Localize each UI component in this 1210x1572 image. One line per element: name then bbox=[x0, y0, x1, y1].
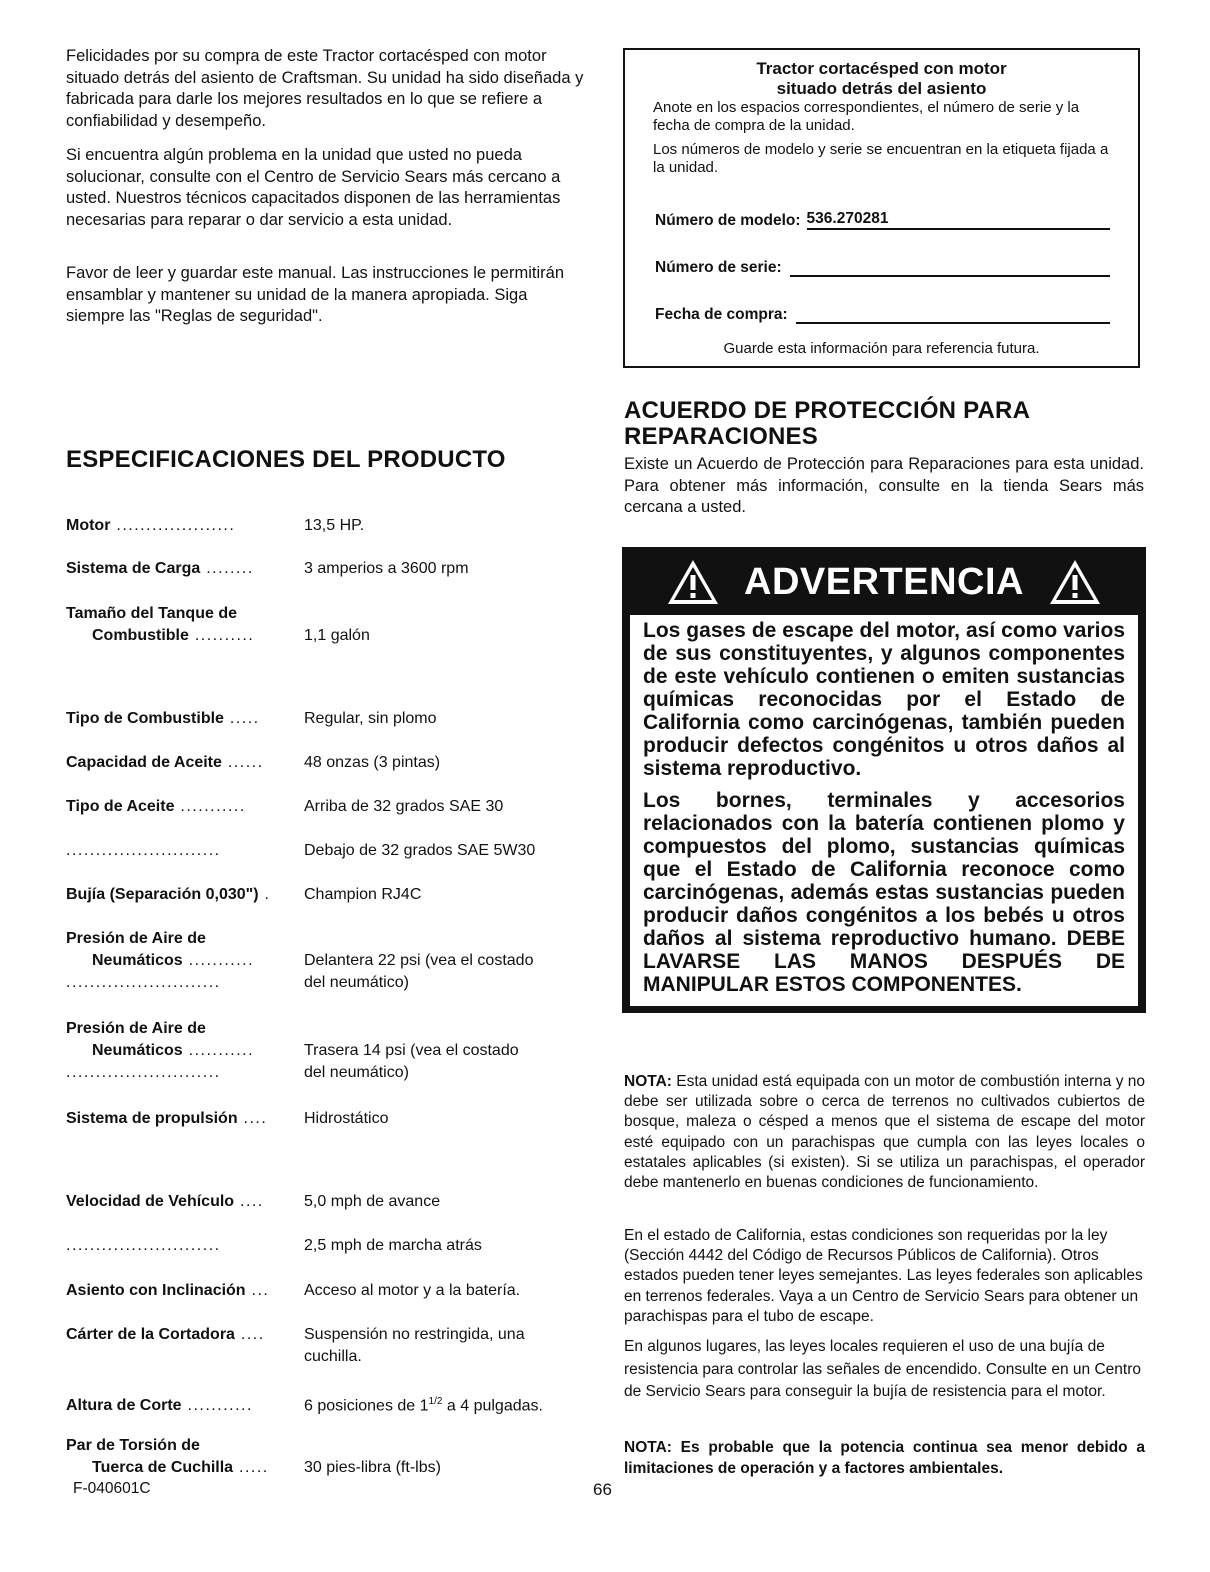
spec-value: 48 onzas (3 pintas) bbox=[304, 754, 441, 771]
spec-tank: Tamaño del Tanque de Combustible .......... 1,1 galón bbox=[66, 603, 586, 647]
registration-note-1: Anote en los espacios correspondientes, el número de serie y la fecha de compra de la unidad. bbox=[653, 99, 1080, 134]
warning-paragraph-1: Los gases de escape del motor, así como varios de sus constituyentes, y algunos componentes de este vehículo contienen o emiten sustancias químicas reconocidas por el Estado de California como carcinógenas, también pueden producir defectos congénitos u otros daños al sistema reproductivo. bbox=[643, 619, 1125, 780]
spec-label: Sistema de Carga bbox=[66, 560, 201, 577]
spec-label: Neumáticos bbox=[92, 1042, 183, 1059]
spec-value: del neumático) bbox=[304, 1064, 409, 1081]
protection-title-1: ACUERDO DE PROTECCIÓN PARA bbox=[624, 397, 1031, 424]
spec-value bbox=[304, 1391, 586, 1417]
footer-code: F-040601C bbox=[73, 1480, 151, 1497]
spec-value: Regular, sin plomo bbox=[304, 710, 437, 727]
specs-title: ESPECIFICACIONES DEL PRODUCTO bbox=[66, 446, 506, 473]
spec-label: Bujía (Separación 0,030") bbox=[66, 886, 259, 903]
spec-label: Tipo de Aceite bbox=[66, 798, 175, 815]
warning-triangle-icon bbox=[1048, 557, 1102, 607]
page-number: 66 bbox=[593, 1480, 612, 1499]
spec-blade-torque: Par de Torsión de Tuerca de Cuchilla ..... 30 pies-libra (ft-lbs) bbox=[66, 1435, 586, 1479]
spec-seat: Asiento con Inclinación ... Acceso al motor y a la batería. bbox=[66, 1280, 586, 1302]
note-paragraph-3: En algunos lugares, las leyes locales requieren el uso de una bujía de resistencia para controlar las señales de encendido. Consulte en un Centro de Servicio Sears para conseguir la bujía de resistencia para el motor. bbox=[624, 1338, 1141, 1400]
spec-motor: Motor .................... 13,5 HP. bbox=[66, 515, 586, 537]
spec-oil-type: Tipo de Aceite ........... Arriba de 32 grados SAE 30 .......................... Debajo de 32 grados SAE 5W30 bbox=[66, 796, 586, 862]
cut-height-fraction: 1/2 bbox=[428, 1396, 443, 1407]
purchase-date-line bbox=[796, 304, 1110, 324]
spec-label: Neumáticos bbox=[92, 952, 183, 969]
registration-title-1: Tractor cortacésped con motor bbox=[756, 59, 1007, 78]
spec-rear-tire: Presión de Aire de Neumáticos ........... Trasera 14 psi (vea el costado .......................... del neumático) bbox=[66, 1018, 586, 1084]
note-2: NOTA: Es probable que la potencia continua sea menor debido a limitaciones de operación y a factores ambientales. bbox=[624, 1439, 1145, 1477]
cut-height-post: a 4 pulgadas. bbox=[442, 1397, 543, 1415]
spec-value: 2,5 mph de marcha atrás bbox=[304, 1237, 482, 1254]
spec-label: Motor bbox=[66, 517, 111, 534]
spec-value: Arriba de 32 grados SAE 30 bbox=[304, 798, 504, 815]
spec-value: Hidrostático bbox=[304, 1110, 389, 1127]
registration-keep-note: Guarde esta información para referencia futura. bbox=[723, 340, 1040, 357]
spec-label: Par de Torsión de bbox=[66, 1437, 200, 1454]
protection-title-2: REPARACIONES bbox=[624, 423, 818, 450]
spec-label: Sistema de propulsión bbox=[66, 1110, 238, 1127]
spec-label: Tamaño del Tanque de bbox=[66, 605, 237, 622]
spec-label: Altura de Corte bbox=[66, 1397, 182, 1415]
spec-value: 13,5 HP. bbox=[304, 517, 365, 534]
model-number-label: Número de modelo: bbox=[655, 212, 801, 229]
spec-deck: Cárter de la Cortadora .... Suspensión no restringida, una cuchilla. bbox=[66, 1324, 586, 1368]
spec-drive: Sistema de propulsión .... Hidrostático bbox=[66, 1108, 586, 1130]
purchase-date-label: Fecha de compra: bbox=[655, 306, 788, 323]
spec-spark-plug: Bujía (Separación 0,030") . Champion RJ4C bbox=[66, 884, 586, 906]
registration-box bbox=[623, 48, 1140, 368]
spec-front-tire: Presión de Aire de Neumáticos ........... Delantera 22 psi (vea el costado .......................... del neumático) bbox=[66, 928, 586, 994]
note-paragraph-2: En el estado de California, estas condiciones son requeridas por la ley (Sección 4442 del Código de Recursos Públicos de California). Otros estados pueden tener leyes semejantes. Las leyes federales son aplicables en terrenos federales. Vaya a un Centro de Servicio Sears para obtener un parachispas para el tubo de escape. bbox=[624, 1227, 1143, 1325]
spec-label: Combustible bbox=[92, 627, 189, 644]
spec-cut-height: Altura de Corte ........... 6 posiciones de $1^{1/2}$ a 4 pulgadas. bbox=[66, 1391, 586, 1417]
spec-value: 3 amperios a 3600 rpm bbox=[304, 560, 469, 577]
registration-title-2: situado detrás del asiento bbox=[776, 79, 987, 98]
spec-value: 5,0 mph de avance bbox=[304, 1193, 441, 1210]
note-1 bbox=[624, 1072, 1145, 1193]
spec-label: Capacidad de Aceite bbox=[66, 754, 222, 771]
note-1-label: NOTA: bbox=[624, 1073, 672, 1090]
spec-label: Presión de Aire de bbox=[66, 1020, 206, 1037]
warning-box bbox=[622, 547, 1146, 1013]
spec-fuel: Tipo de Combustible ..... Regular, sin plomo bbox=[66, 708, 586, 730]
spec-value: Delantera 22 psi (vea el costado bbox=[304, 952, 534, 969]
note-1-text: Esta unidad está equipada con un motor de combustión interna y no debe ser utilizada sobre o cerca de terrenos no cultivados cubiertos de bosque, maleza o césped a menos que el sistema de escape del motor esté equipado con un parachispas que cumpla con las leyes locales o estatales aplicables (si existen). Si se utiliza un parachispas, el operador debe mantenerlo en buenas condiciones de funcionamiento. bbox=[624, 1073, 1145, 1192]
spec-oil-capacity: Capacidad de Aceite ...... 48 onzas (3 pintas) bbox=[66, 752, 586, 774]
spec-value: Champion RJ4C bbox=[304, 886, 422, 903]
intro-paragraph-1: Felicidades por su compra de este Tractor cortacésped con motor situado detrás del asiento de Craftsman. Su unidad ha sido diseñada y fabricada para darle los mejores resultados en lo que se refiere a confiabilidad y desempeño. bbox=[66, 47, 584, 130]
spec-label: Cárter de la Cortadora bbox=[66, 1326, 235, 1343]
serial-number-label: Número de serie: bbox=[655, 259, 782, 276]
model-number-field bbox=[655, 210, 1110, 230]
spec-label: Presión de Aire de bbox=[66, 930, 206, 947]
warning-triangle-icon bbox=[666, 557, 720, 607]
spec-label: Asiento con Inclinación bbox=[66, 1282, 246, 1299]
warning-title: ADVERTENCIA bbox=[744, 560, 1024, 603]
intro-paragraph-2: Si encuentra algún problema en la unidad que usted no pueda solucionar, consulte con el Centro de Servicio Sears más cercano a usted. Nuestros técnicos capacitados disponen de las herramientas necesarias para reparar o dar servicio a esta unidad. bbox=[66, 146, 561, 229]
registration-note-2: Los números de modelo y serie se encuentran en la etiqueta fijada a la unidad. bbox=[653, 141, 1109, 176]
cut-height-pre: 6 posiciones de 1 bbox=[304, 1397, 429, 1415]
spec-value: Debajo de 32 grados SAE 5W30 bbox=[304, 842, 536, 859]
spec-value: 1,1 galón bbox=[304, 627, 370, 644]
spec-value: Acceso al motor y a la batería. bbox=[304, 1282, 521, 1299]
spec-value: del neumático) bbox=[304, 974, 409, 991]
model-number-value: 536.270281 bbox=[807, 210, 1110, 230]
purchase-date-field bbox=[655, 304, 1110, 324]
protection-text: Existe un Acuerdo de Protección para Reparaciones para esta unidad. Para obtener más información, consulte en la tienda Sears más cercana a usted. bbox=[624, 455, 1144, 516]
spec-value: cuchilla. bbox=[304, 1348, 362, 1365]
spec-label: Tipo de Combustible bbox=[66, 710, 224, 727]
warning-header bbox=[622, 547, 1146, 617]
spec-label: Tuerca de Cuchilla bbox=[92, 1459, 234, 1476]
serial-number-line bbox=[790, 257, 1110, 277]
serial-number-field bbox=[655, 257, 1110, 277]
warning-paragraph-2: Los bornes, terminales y accesorios relacionados con la batería contienen plomo y compuestos del plomo, sustancias químicas que el Estado de California reconoce como carcinógenas, además estas sustancias pueden producir daños congénitos a los bebés u otros daños al sistema reproductivo humano. DEBE LAVARSE LAS MANOS DESPUÉS DE MANIPULAR ESTOS COMPONENTES. bbox=[643, 789, 1125, 996]
spec-speed: Velocidad de Vehículo .... 5,0 mph de avance .......................... 2,5 mph de marcha atrás bbox=[66, 1191, 586, 1257]
spec-value: 30 pies-libra (ft-lbs) bbox=[304, 1459, 441, 1476]
spec-label: Velocidad de Vehículo bbox=[66, 1193, 235, 1210]
spec-value: Suspensión no restringida, una bbox=[304, 1326, 525, 1343]
intro-paragraph-3: Favor de leer y guardar este manual. Las instrucciones le permitirán ensamblar y mantener su unidad de la manera apropiada. Siga siempre las "Reglas de seguridad". bbox=[66, 264, 564, 325]
spec-value: Trasera 14 psi (vea el costado bbox=[304, 1042, 519, 1059]
warning-body bbox=[630, 615, 1138, 1006]
spec-charge: Sistema de Carga ........ 3 amperios a 3600 rpm bbox=[66, 558, 586, 580]
